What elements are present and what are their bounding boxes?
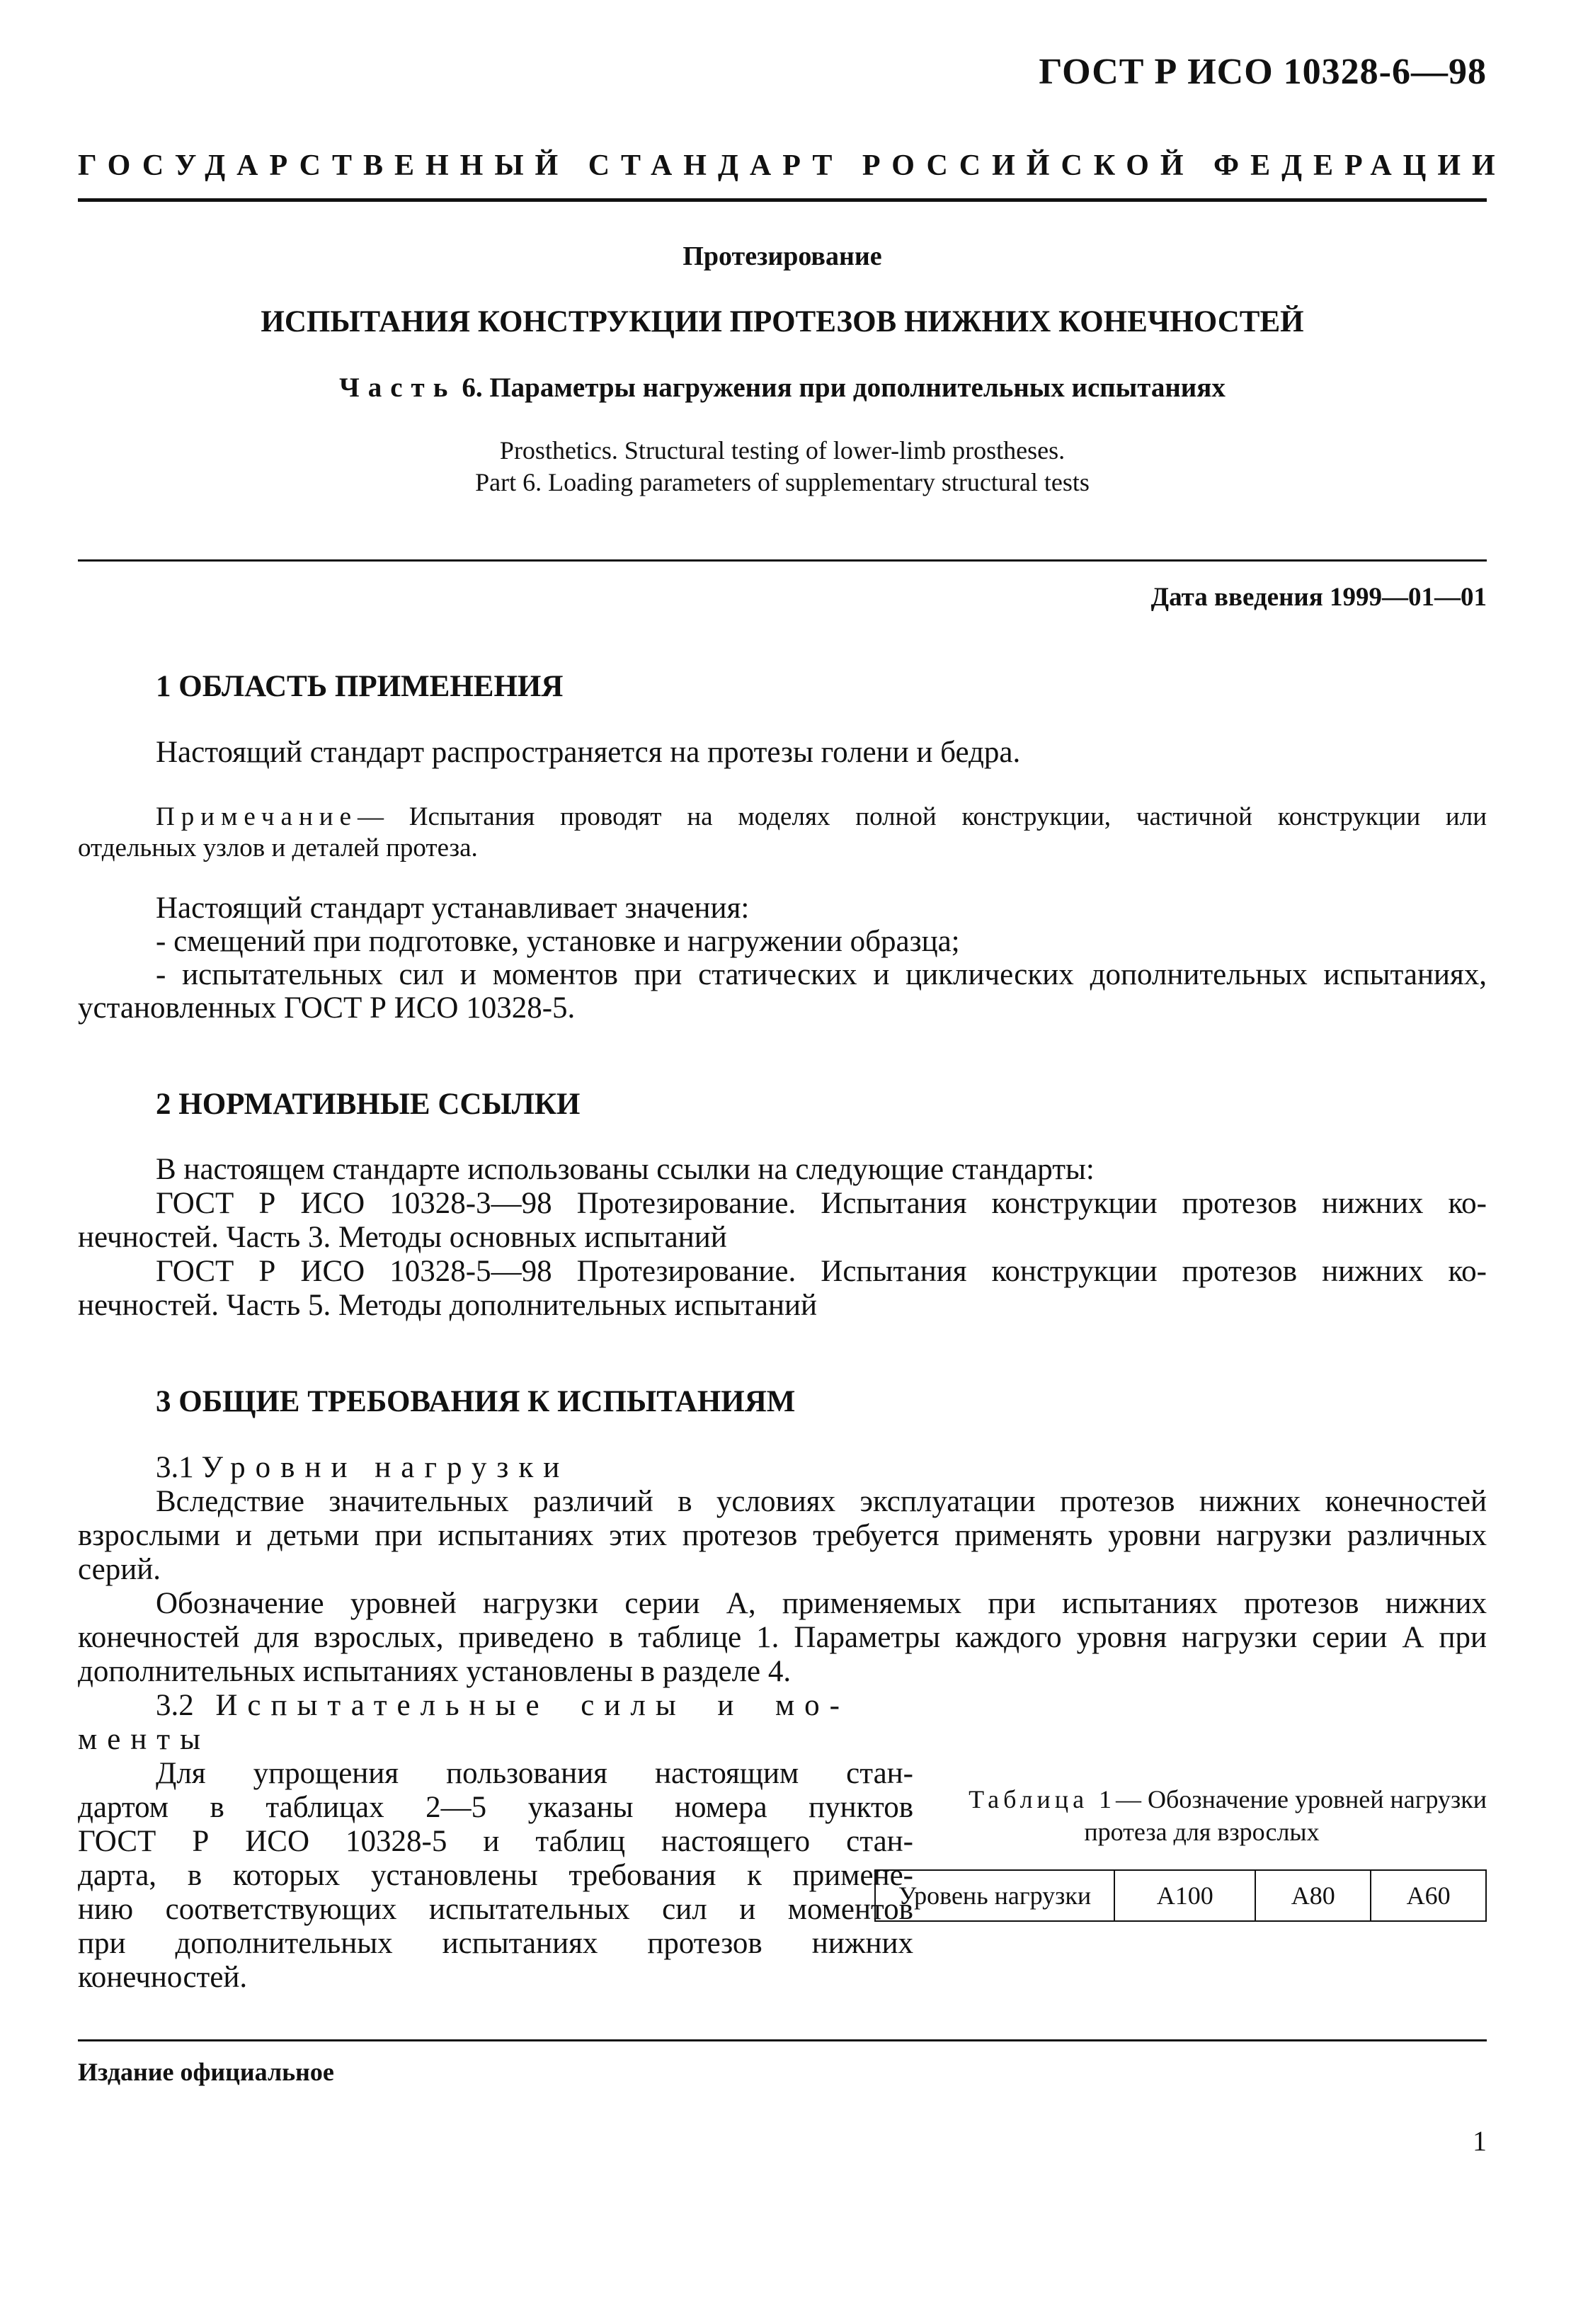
table-cell-label: Уровень нагрузки	[875, 1870, 1114, 1921]
official-edition-note: Издание официальное	[78, 2058, 334, 2086]
section-3-heading: 3 ОБЩИЕ ТРЕБОВАНИЯ К ИСПЫТАНИЯМ	[156, 1385, 796, 1418]
subsection-3-1-number: 3.1	[156, 1451, 194, 1484]
part-title	[78, 372, 1487, 404]
title-rule	[78, 559, 1487, 562]
table-cell-level-2: A80	[1255, 1870, 1371, 1921]
section-1-list-item-2: - испытательных сил и моментов при статических и циклических дополнительных испытаниях,	[156, 958, 1487, 991]
section-1-paragraph-1: Настоящий стандарт распространяется на протезы голени и бедра.	[156, 736, 1021, 769]
paragraph-3-1-line-3: серий.	[78, 1553, 161, 1586]
english-title-line-2: Part 6. Loading parameters of supplementary structural tests	[475, 468, 1090, 496]
section-1-list-item-1: - смещений при подготовке, установке и нагружении образца;	[156, 925, 960, 958]
table-1-caption-label: Таблица 1	[969, 1785, 1116, 1813]
paragraph-3-3-line-7: конечностей.	[78, 1961, 248, 1994]
introduction-date: Дата введения 1999—01—01	[1150, 583, 1487, 612]
standard-title: ИСПЫТАНИЯ КОНСТРУКЦИИ ПРОТЕЗОВ НИЖНИХ КОНЕЧНОСТЕЙ	[261, 305, 1304, 338]
section-2-heading: 2 НОРМАТИВНЫЕ ССЫЛКИ	[156, 1088, 581, 1121]
paragraph-3-1-line-1: Вследствие значительных различий в условиях эксплуатации протезов нижних конечностей	[156, 1485, 1487, 1518]
table-cell-level-3: A60	[1371, 1870, 1486, 1921]
reference-2-line-2: нечностей. Часть 5. Методы дополнительных испытаний	[78, 1289, 818, 1322]
subsection-3-2-number: 3.2	[156, 1689, 194, 1722]
section-1-note-line-2: отдельных узлов и деталей протеза.	[78, 833, 478, 862]
subsection-3-1-heading	[156, 1450, 1487, 1486]
paragraph-3-3-line-4: дарта, в которых установлены требования к примене-	[78, 1859, 913, 1892]
paragraph-3-2-line-2: конечностей для взрослых, приведено в таблице 1. Параметры каждого уровня нагрузки серии А при	[78, 1621, 1487, 1654]
subsection-3-2-title-cont: менты	[78, 1723, 210, 1756]
document-page	[78, 0, 1507, 2324]
paragraph-3-3-line-2: дартом в таблицах 2—5 указаны номера пунктов	[78, 1791, 913, 1824]
section-1-paragraph-2: Настоящий стандарт устанавливает значения:	[156, 892, 750, 925]
note-text: — Испытания проводят на моделях полной конструкции, частичной конструкции или	[358, 802, 1487, 831]
paragraph-3-2-line-3: дополнительных испытаниях установлены в разделе 4.	[78, 1655, 792, 1688]
table-1-caption-text: — Обозначение уровней нагрузки	[1116, 1785, 1487, 1813]
section-1-list-item-2-cont: установленных ГОСТ Р ИСО 10328-5.	[78, 991, 576, 1025]
header-rule	[78, 198, 1487, 202]
table-1	[874, 1869, 1487, 1922]
paragraph-3-3-line-6: при дополнительных испытаниях протезов нижних	[78, 1927, 913, 1960]
state-standard-banner: ГОСУДАРСТВЕННЫЙ СТАНДАРТ РОССИЙСКОЙ ФЕДЕРАЦИИ	[78, 149, 1507, 182]
reference-1-line-1: ГОСТ Р ИСО 10328-3—98 Протезирование. Испытания конструкции протезов нижних ко-	[156, 1187, 1487, 1220]
section-2-intro: В настоящем стандарте использованы ссылки на следующие стандарты:	[156, 1153, 1095, 1186]
paragraph-3-1-line-2: взрослыми и детьми при испытаниях этих протезов требуется применять уровни нагрузки различных	[78, 1519, 1487, 1552]
page-number: 1	[1473, 2125, 1487, 2157]
document-code: ГОСТ Р ИСО 10328-6—98	[1039, 52, 1487, 92]
table-1-caption	[874, 1784, 1487, 1814]
paragraph-3-3-line-1: Для упрощения пользования настоящим стан-	[156, 1757, 913, 1790]
subsection-3-2-heading	[156, 1688, 850, 1724]
paragraph-3-2-line-1: Обозначение уровней нагрузки серии А, применяемых при испытаниях протезов нижних	[156, 1587, 1487, 1620]
section-1-note	[156, 802, 1487, 833]
table-cell-level-1: A100	[1114, 1870, 1255, 1921]
subsection-3-1-title: Уровни нагрузки	[201, 1451, 570, 1484]
footer-rule	[78, 2039, 1487, 2041]
section-1-heading: 1 ОБЛАСТЬ ПРИМЕНЕНИЯ	[156, 670, 564, 703]
paragraph-3-3-line-3: ГОСТ Р ИСО 10328-5 и таблиц настоящего стан-	[78, 1825, 913, 1858]
table-row	[875, 1870, 1486, 1921]
table-1-caption-line-2: протеза для взрослых	[1084, 1818, 1320, 1846]
note-label: Примечание	[156, 802, 358, 831]
reference-2-line-1: ГОСТ Р ИСО 10328-5—98 Протезирование. Испытания конструкции протезов нижних ко-	[156, 1255, 1487, 1288]
part-rest: 6. Параметры нагружения при дополнительных испытаниях	[462, 372, 1226, 403]
reference-1-line-2: нечностей. Часть 3. Методы основных испытаний	[78, 1221, 727, 1254]
standard-subject: Протезирование	[682, 241, 882, 271]
part-label: Часть	[339, 372, 457, 403]
paragraph-3-3-line-5: нию соответствующих испытательных сил и моментов	[78, 1893, 913, 1926]
english-title-line-1: Prosthetics. Structural testing of lower-limb prostheses.	[499, 436, 1066, 465]
subsection-3-2-title: Испытательные силы и мо-	[215, 1689, 850, 1722]
